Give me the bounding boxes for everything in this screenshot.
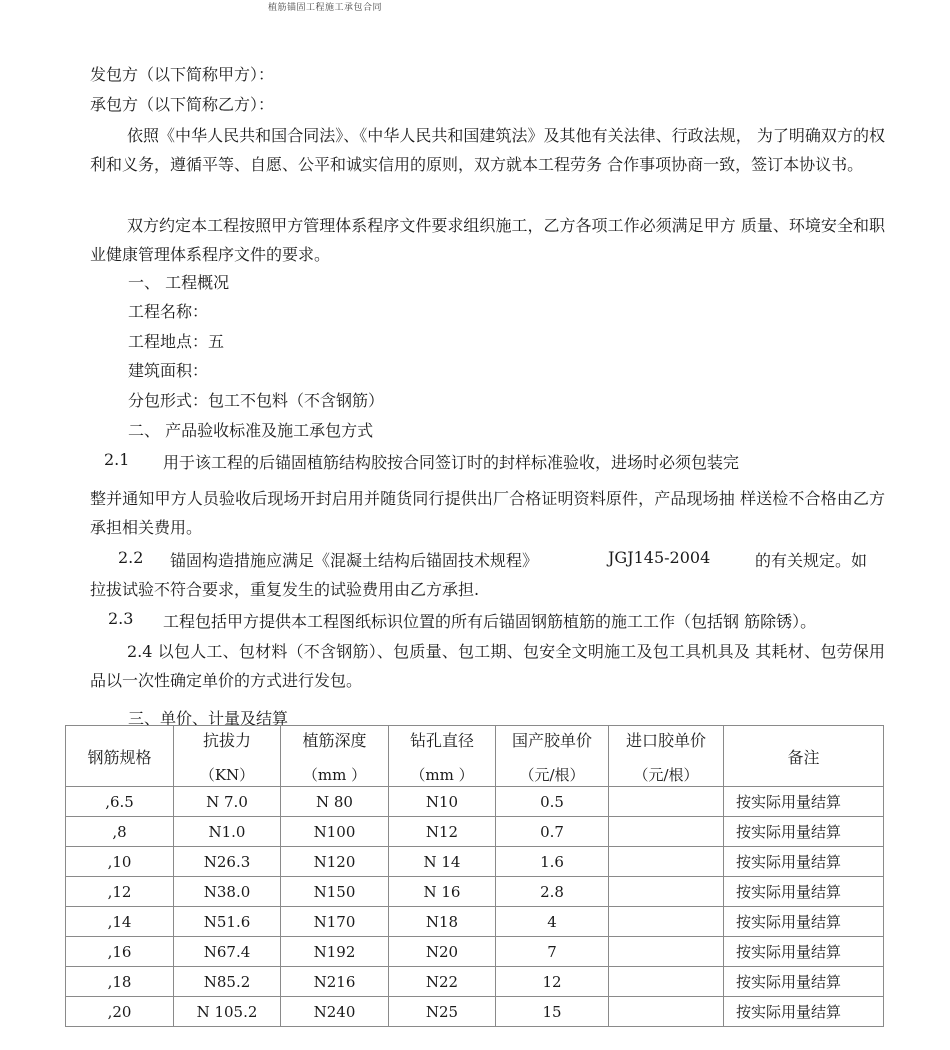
party-a-line: 发包方（以下简称甲方）： [90,65,275,84]
table-row [66,907,884,937]
cell-domestic: 1.6 [496,847,609,877]
cell-force: N 105.2 [174,997,281,1027]
header-domestic-unit: （元/根） [519,766,585,784]
item-2-2-text: 锚固构造措施应满足《混凝土结构后锚固技术规程》 [170,551,539,570]
table-row [66,997,884,1027]
cell-spec: ,20 [66,997,174,1027]
cell-force: N 7.0 [174,787,281,817]
cell-force: N67.4 [174,937,281,967]
item-2-3-number: 2.3 [108,609,134,628]
cell-note: 按实际用量结算 [724,997,884,1027]
cell-depth: N170 [281,907,389,937]
header-domestic-label: 国产胶单价 [511,731,592,750]
cell-note: 按实际用量结算 [724,817,884,847]
cell-spec: ,18 [66,967,174,997]
header-imported-label: 进口胶单价 [625,731,706,750]
table-row [66,847,884,877]
unit-price-table [65,725,884,1027]
item-2-4-paragraph: 2.4 以包人工、包材料（不含钢筋）、包质量、包工期、包安全文明施工及包工具机具及 其耗材、包劳保用品以一次性确定单价的方式进行发包。 [90,642,885,690]
cell-depth: N150 [281,877,389,907]
cell-depth: N120 [281,847,389,877]
cell-hole: N20 [389,937,496,967]
cell-imported [609,787,724,817]
cell-depth: N 80 [281,787,389,817]
cell-domestic: 4 [496,907,609,937]
cell-note: 按实际用量结算 [724,907,884,937]
section-3-title: 三、单价、计量及结算 [128,709,289,728]
cell-domestic: 2.8 [496,877,609,907]
header-depth-unit: （mm ） [302,766,367,784]
header-force-label: 抗拔力 [202,731,251,750]
cell-imported [609,877,724,907]
header-force-unit: （KN） [199,766,255,784]
header-hole [389,726,496,787]
table-header-row [66,726,884,787]
cell-hole: N10 [389,787,496,817]
agreement-paragraph: 双方约定本工程按照甲方管理体系程序文件要求组织施工，乙方各项工作必须满足甲方 质量、环境安全和职业健康管理体系程序文件的要求。 [90,216,885,264]
cell-domestic: 0.5 [496,787,609,817]
header-imported [609,726,724,787]
cell-depth: N100 [281,817,389,847]
cell-imported [609,847,724,877]
cell-hole: N18 [389,907,496,937]
party-b-line: 承包方（以下简称乙方）： [90,95,275,114]
cell-force: N26.3 [174,847,281,877]
table-row [66,877,884,907]
table-row [66,937,884,967]
table-row [66,787,884,817]
cell-spec: ,16 [66,937,174,967]
item-2-1-continuation: 整并通知甲方人员验收后现场开封启用并随货同行提供出厂合格证明资料原件，产品现场抽 样送检不合格由乙方承担相关费用。 [90,489,885,537]
cell-hole: N 16 [389,877,496,907]
cell-force: N1.0 [174,817,281,847]
cell-force: N85.2 [174,967,281,997]
project-location-line: 工程地点：五 [128,332,225,351]
cell-force: N51.6 [174,907,281,937]
cell-hole: N12 [389,817,496,847]
cell-note: 按实际用量结算 [724,877,884,907]
cell-spec: ,8 [66,817,174,847]
section-1-title: 一、 工程概况 [128,273,230,292]
cell-domestic: 15 [496,997,609,1027]
item-2-2-number: 2.2 [118,548,144,567]
item-2-1-number: 2.1 [104,450,130,469]
header-hole-unit: （mm ） [410,766,474,784]
cell-domestic: 7 [496,937,609,967]
header-domestic [496,726,609,787]
header-note: 备注 [724,726,884,787]
cell-spec: ,10 [66,847,174,877]
item-2-2-continuation: 拉拔试验不符合要求，重复发生的试验费用由乙方承担. [90,580,480,599]
cell-hole: N22 [389,967,496,997]
cell-domestic: 0.7 [496,817,609,847]
cell-spec: ,14 [66,907,174,937]
cell-note: 按实际用量结算 [724,967,884,997]
cell-depth: N192 [281,937,389,967]
header-hole-label: 钻孔直径 [409,731,474,750]
building-area-line: 建筑面积： [128,361,209,380]
cell-note: 按实际用量结算 [724,937,884,967]
cell-imported [609,817,724,847]
cell-note: 按实际用量结算 [724,847,884,877]
cell-force: N38.0 [174,877,281,907]
intro-paragraph: 依照《中华人民共和国合同法》、《中华人民共和国建筑法》及其他有关法律、行政法规， 为了明确双方的权利和义务，遵循平等、自愿、公平和诚实信用的原则，双方就本工程劳务 合作事项协商一致，签订本协议书。 [90,126,885,174]
cell-imported [609,967,724,997]
header-spec: 钢筋规格 [66,726,174,787]
cell-hole: N 14 [389,847,496,877]
cell-imported [609,907,724,937]
page-header: 植筋锚固工程施工承包合同 [268,3,383,13]
cell-domestic: 12 [496,967,609,997]
header-force [174,726,281,787]
item-2-2-text-end: 的有关规定。如 [755,551,868,570]
cell-spec: ,6.5 [66,787,174,817]
header-depth-label: 植筋深度 [302,731,367,750]
table-row [66,967,884,997]
subcontract-form-line: 分包形式：包工不包料（不含钢筋） [128,391,385,410]
project-name-line: 工程名称： [128,302,209,321]
cell-note: 按实际用量结算 [724,787,884,817]
cell-hole: N25 [389,997,496,1027]
item-2-3-text: 工程包括甲方提供本工程图纸标识位置的所有后锚固钢筋植筋的施工工作（包括钢 筋除锈）。 [163,612,817,631]
cell-depth: N240 [281,997,389,1027]
cell-spec: ,12 [66,877,174,907]
cell-depth: N216 [281,967,389,997]
table-row [66,817,884,847]
header-depth [281,726,389,787]
section-2-title: 二、 产品验收标准及施工承包方式 [128,421,374,440]
item-2-2-standard-code: JGJ145-2004 [608,548,711,567]
header-imported-unit: （元/根） [633,766,699,784]
item-2-1-first-line: 用于该工程的后锚固植筋结构胶按合同签订时的封样标准验收，进场时必须包装完 [163,453,740,472]
cell-imported [609,937,724,967]
cell-imported [609,997,724,1027]
